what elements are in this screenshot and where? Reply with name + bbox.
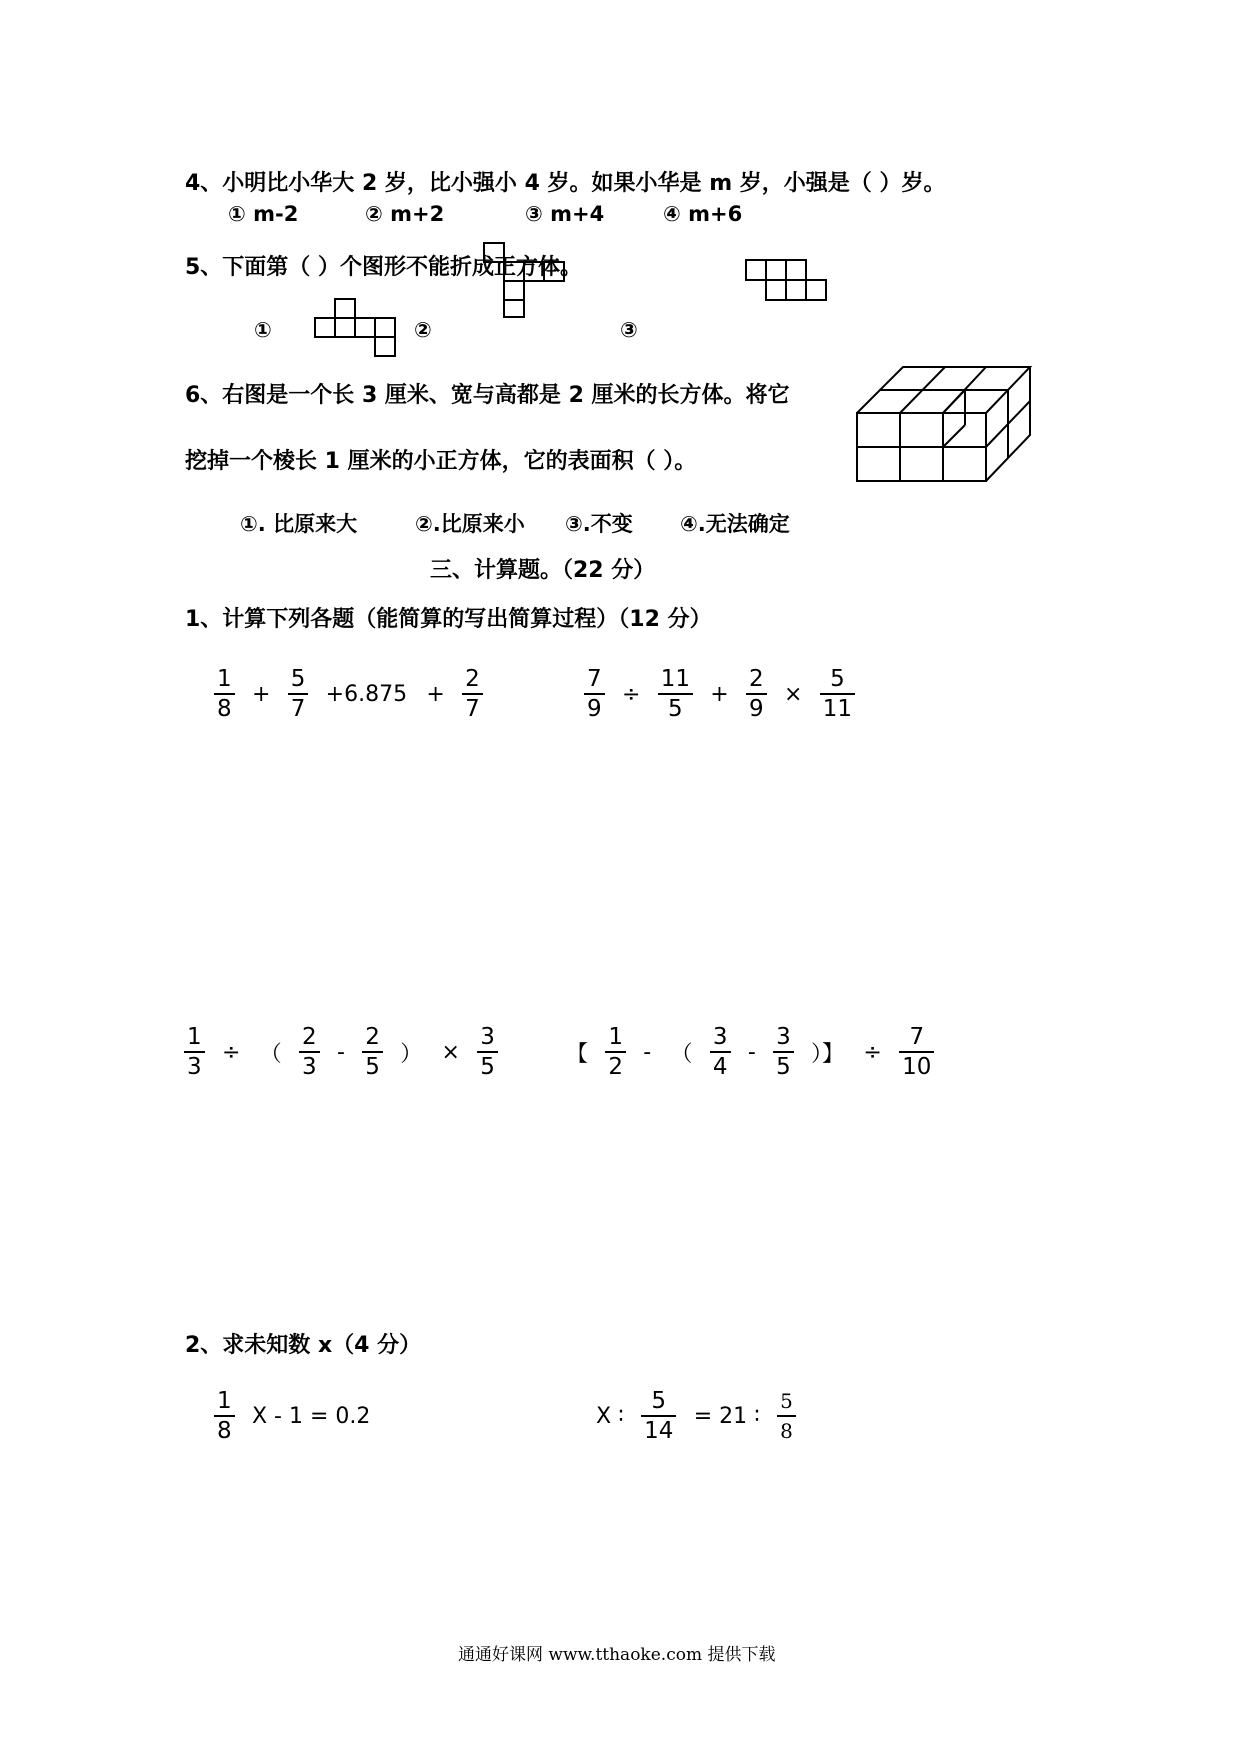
fraction: $\frac{2}{7}$ [462,665,483,723]
question-6-line-1: 6、右图是一个长 3 厘米、宽与高都是 2 厘米的长方体。将它 [185,383,790,408]
question-6-line-2: 挖掉一个棱长 1 厘米的小正方体，它的表面积（ ）。 [185,449,697,474]
q4-option-3: ③ m+4 [525,202,605,226]
fraction: $\frac{5}{7}$ [288,665,309,723]
section-3-title: 三、计算题。（22 分） [430,558,656,583]
q6-option-3: ③.不变 [565,512,633,536]
fraction: $\frac{1}{8}$ [214,1387,235,1445]
q6-option-1: ①. 比原来大 [240,512,358,536]
fraction: $\frac{5}{14}$ [641,1387,676,1445]
question-5-text: 5、下面第（ ）个图形不能折成正方体。 [185,255,582,280]
q4-option-4: ④ m+6 [663,202,743,226]
fraction: $\frac{5}{8}$ [777,1387,796,1445]
fraction: $\frac{3}{4}$ [710,1023,731,1081]
fraction: $\frac{1}{3}$ [184,1023,205,1081]
expression-4: 【 $\frac{1}{2}$ - （ $\frac{3}{4}$ - $\frac{3}{5}$ ）】 ÷ $\frac{7}{10}$ [560,1023,938,1081]
equation-2: X ∶ $\frac{5}{14}$ = 21 ∶ $\frac{5}{8}$ [590,1387,800,1445]
fraction: $\frac{3}{5}$ [773,1023,794,1081]
q6-option-4: ④.无法确定 [680,512,790,536]
fraction: $\frac{1}{8}$ [214,665,235,723]
fraction: $\frac{7}{10}$ [899,1023,934,1081]
q6-option-2: ②.比原来小 [415,512,525,536]
cuboid-figure [855,365,1035,485]
cube-net-1 [314,296,396,358]
fraction: $\frac{7}{9}$ [584,665,605,723]
fraction: $\frac{3}{5}$ [477,1023,498,1081]
q5-label-2: ② [414,318,432,342]
fraction: $\frac{2}{3}$ [299,1023,320,1081]
cube-net-2 [483,242,565,318]
q5-label-3: ③ [620,318,638,342]
cube-net-3 [745,258,827,302]
q4-option-2: ② m+2 [365,202,445,226]
equation-1: $\frac{1}{8}$ X - 1 = 0.2 [210,1387,376,1445]
q4-option-1: ① m-2 [228,202,299,226]
expression-2: $\frac{7}{9}$ ÷ $\frac{11}{5}$ + $\frac{2}{9}$ × $\frac{5}{11}$ [580,665,859,723]
fraction: $\frac{11}{5}$ [658,665,693,723]
section-3-sub-2: 2、求未知数 x（4 分） [185,1333,422,1358]
fraction: $\frac{2}{9}$ [746,665,767,723]
fraction: $\frac{2}{5}$ [362,1023,383,1081]
q5-label-1: ① [254,318,272,342]
expression-1: $\frac{1}{8}$ + $\frac{5}{7}$ +6.875 + $\frac{2}{7}$ [210,665,487,723]
section-3-sub-1: 1、计算下列各题（能简算的写出简算过程）（12 分） [185,607,712,632]
fraction: $\frac{5}{11}$ [820,665,855,723]
question-4-text: 4、小明比小华大 2 岁，比小强小 4 岁。如果小华是 m 岁，小强是（ ）岁。 [185,171,946,196]
expression-3: $\frac{1}{3}$ ÷ （ $\frac{2}{3}$ - $\frac{2}{5}$ ） × $\frac{3}{5}$ [180,1023,502,1081]
fraction: $\frac{1}{2}$ [605,1023,626,1081]
page-footer: 通通好课网 www.tthaoke.com 提供下载 [458,1645,776,1665]
